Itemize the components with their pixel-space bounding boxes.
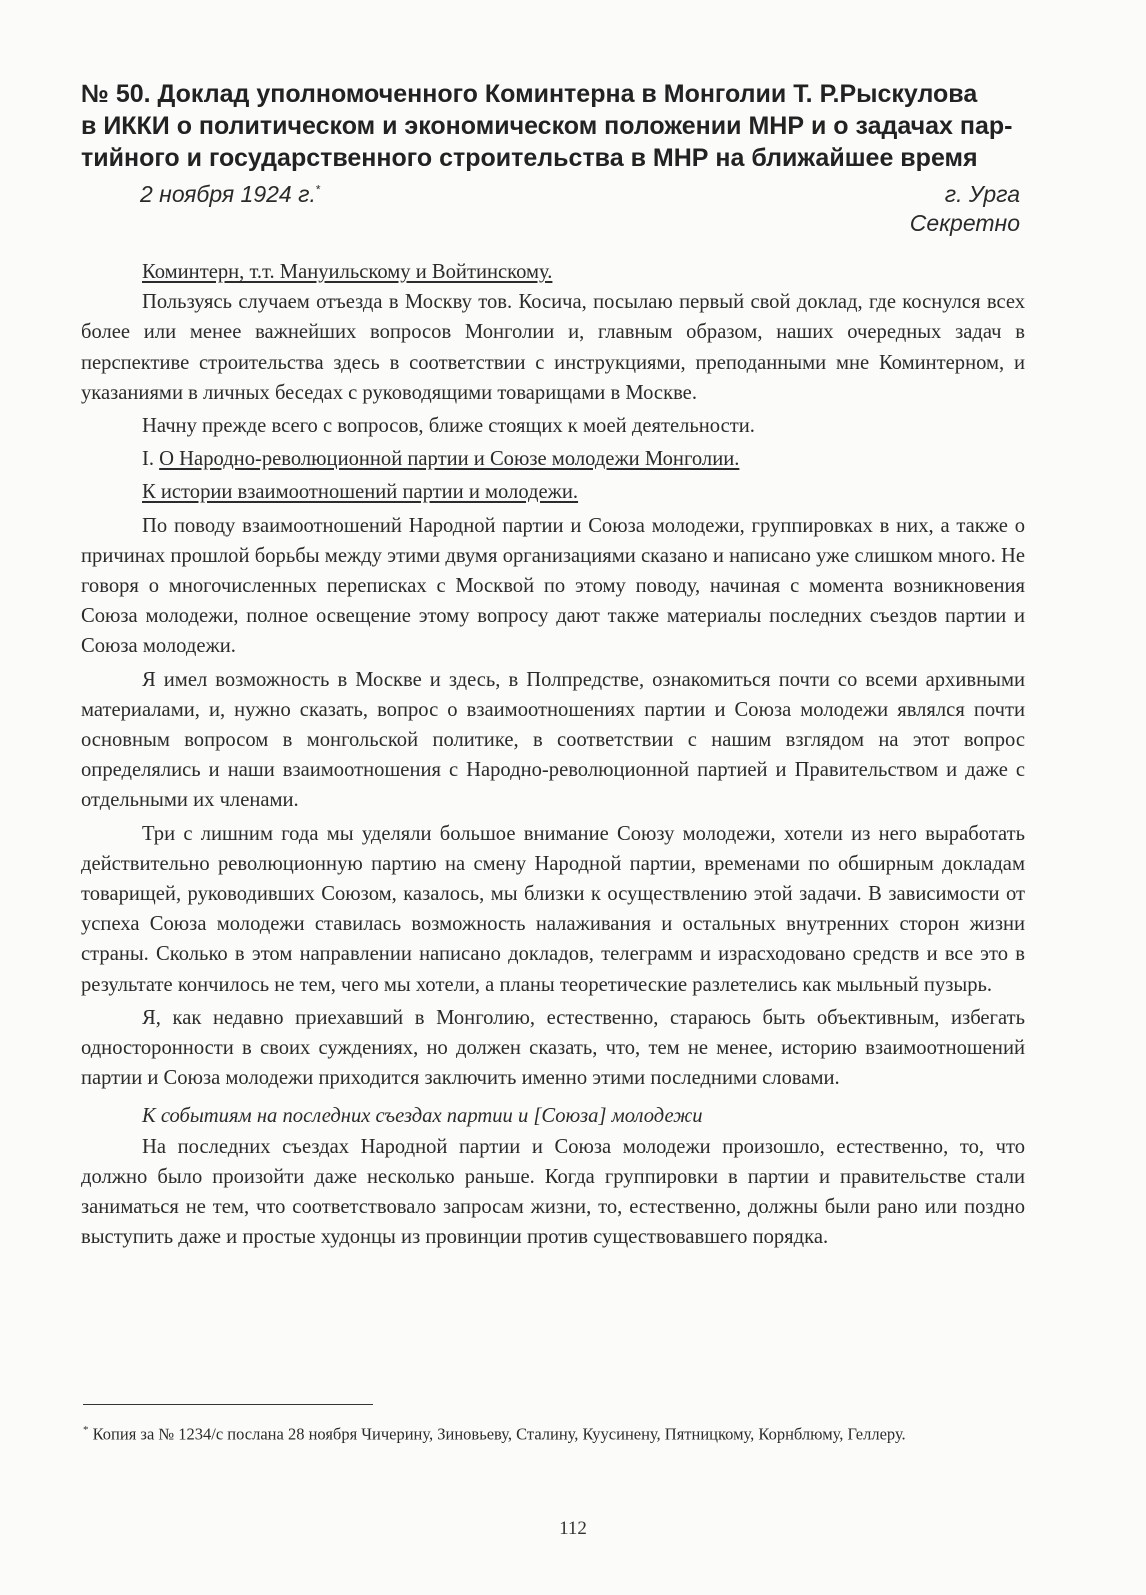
document-date <box>140 181 321 208</box>
footnote-divider <box>83 1404 373 1405</box>
section-heading <box>81 444 1025 474</box>
body-paragraph: По поводу взаимоотношений Народной партии и Союза молодежи, группировках в них, а также о причинах прошлой борьбы между этими двумя организациями сказано и написано уже слишком много. Не говоря о многочисленных переписках с Москвой по этому поводу, начиная с момента возникновения Союза молодежи, полное освещение этому вопросу дают также материалы последних съездов партии и Союза молодежи. <box>81 514 1025 658</box>
title-line: № 50. Доклад уполномоченного Коминтерна в Монголии Т. Р.Рыскулова <box>81 80 978 108</box>
title-line: в ИККИ о политическом и экономическом положении МНР и о задачах пар- <box>81 112 1013 140</box>
body-paragraph: Три с лишним года мы уделяли большое внимание Союзу молодежи, хотели из него выработать действительно революционную партию на смену Народной партии, временами по обширным докладам товарищей, руководивших Союзом, казалось, мы близки к осуществлению этой задачи. В зависимости от успеха Союза молодежи ставилась возможность налаживания и остальных внутренних сторон жизни страны. Сколько в этом направлении написано докладов, телеграмм и израсходовано средств и все это в результате кончилось не тем, чего мы хотели, а планы теоретические разлетелись как мыльный пузырь. <box>81 822 1025 996</box>
footnote-text: Копия за № 1234/с послана 28 ноября Чичерину, Зиновьеву, Сталину, Куусинену, Пятницкому, Корнблюму, Геллеру. <box>92 1424 906 1444</box>
document-body <box>81 257 1025 1253</box>
section-heading-text: О Народно-революционной партии и Союзе молодежи Монголии. <box>159 448 740 471</box>
footnote-mark: * <box>83 1424 89 1436</box>
body-paragraph: Пользуясь случаем отъезда в Москву тов. Косича, посылаю первый свой доклад, где коснулся всех более или менее важнейших вопросов Монголии и, главным образом, наших очередных задач в перспективе строительства здесь в соответствии с инструкциями, преподанными мне Коминтерном, и указаниями в личных беседах с руководящими товарищами в Москве. <box>81 291 1025 404</box>
addressee-line: Коминтерн, т.т. Мануильскому и Войтинскому. <box>142 261 553 283</box>
subheading: К истории взаимоотношений партии и молодежи. <box>142 481 579 504</box>
document-title <box>81 78 1036 174</box>
section-numeral: I. <box>142 448 160 471</box>
date-text: 2 ноября 1924 г. <box>140 181 316 207</box>
document-place: г. Урга <box>944 181 1020 207</box>
page-number: 112 <box>559 1518 587 1539</box>
footnote <box>83 1417 1027 1448</box>
body-paragraph: Начну прежде всего с вопросов, ближе стоящих к моей деятельности. <box>142 415 755 438</box>
classification-label: Секретно <box>909 210 1020 236</box>
subheading: К событиям на последних съездах партии и [Союза] молодежи <box>142 1105 703 1128</box>
title-line: тийного и государственного строительства в МНР на ближайшее время <box>81 144 978 172</box>
body-paragraph: Я имел возможность в Москве и здесь, в Полпредстве, ознакомиться почти со всеми архивными материалами, и, нужно сказать, вопрос о взаимоотношениях партии и Союза молодежи являлся почти основным вопросом в монгольской политике, в соответствии с нашим взглядом на этот вопрос определялись и наши взаимоотношения с Народно-революционной партией и Правительством и даже с отдельными их членами. <box>81 668 1025 812</box>
body-paragraph: На последних съездах Народной партии и Союза молодежи произошло, естественно, то, что должно было произойти даже несколько раньше. Когда группировки в партии и правительстве стали заниматься не тем, что соответствовало запросам жизни, то, естественно, должны были рано или поздно выступить даже и простые худонцы из провинции против существовавшего порядка. <box>81 1135 1025 1249</box>
date-footnote-mark: * <box>315 182 321 197</box>
body-paragraph: Я, как недавно приехавший в Монголию, естественно, стараюсь быть объективным, избегать односторонности в своих суждениях, но должен сказать, что, тем не менее, историю взаимоотношений партии и Союза молодежи приходится заключить именно этими последними словами. <box>81 1006 1025 1090</box>
